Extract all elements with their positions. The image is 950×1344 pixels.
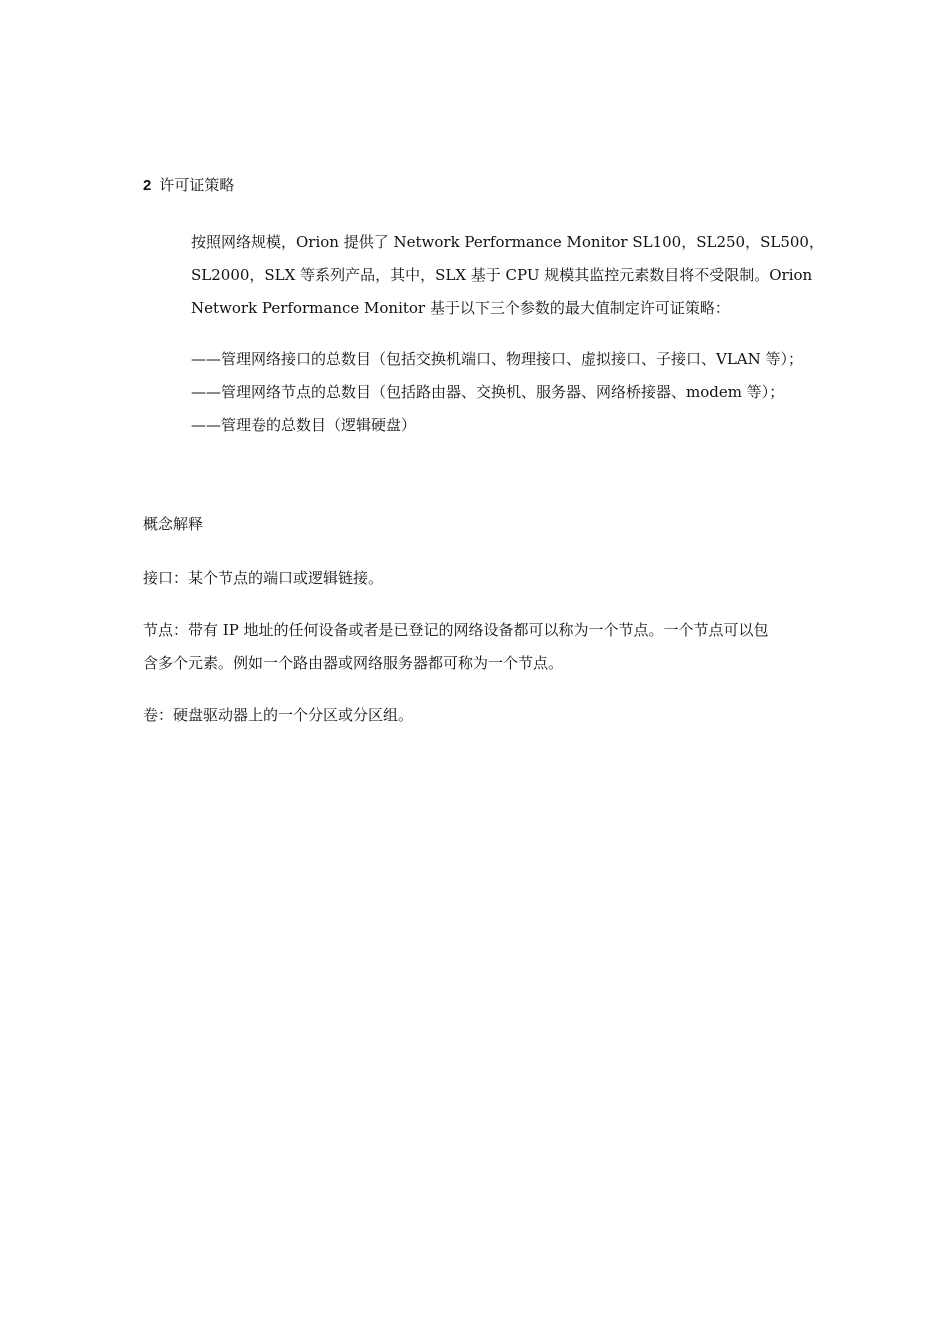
intro-paragraph [191, 226, 824, 325]
intro-line: SL2000，SLX 等系列产品，其中，SLX 基于 CPU 规模其监控元素数目将不受限制。Orion [191, 266, 813, 284]
intro-line: Network Performance Monitor 基于以下三个参数的最大值制定许可证策略： [191, 299, 730, 317]
license-parameter-list [191, 343, 811, 442]
section-title: 许可证策略 [159, 176, 235, 194]
definition-line: 节点：带有 IP 地址的任何设备或者是已登记的网络设备都可以称为一个节点。一个节点可以包 [143, 621, 769, 639]
list-item: ——管理网络接口的总数目（包括交换机端口、物理接口、虚拟接口、子接口、VLAN 等）； [191, 350, 804, 368]
list-item: ——管理网络节点的总数目（包括路由器、交换机、服务器、网络桥接器、modem 等）； [191, 383, 785, 401]
section-number: 2 [143, 177, 152, 194]
definition-volume: 卷：硬盘驱动器上的一个分区或分区组。 [143, 706, 414, 724]
definition-line: 含多个元素。例如一个路由器或网络服务器都可称为一个节点。 [143, 654, 564, 672]
concepts-title: 概念解释 [143, 515, 204, 533]
intro-line: 按照网络规模，Orion 提供了 Network Performance Monitor SL100，SL250，SL500， [191, 233, 824, 251]
section-heading [143, 175, 234, 196]
definition-interface: 接口：某个节点的端口或逻辑链接。 [143, 569, 384, 587]
list-item: ——管理卷的总数目（逻辑硬盘） [191, 416, 417, 434]
definition-node [143, 614, 769, 680]
